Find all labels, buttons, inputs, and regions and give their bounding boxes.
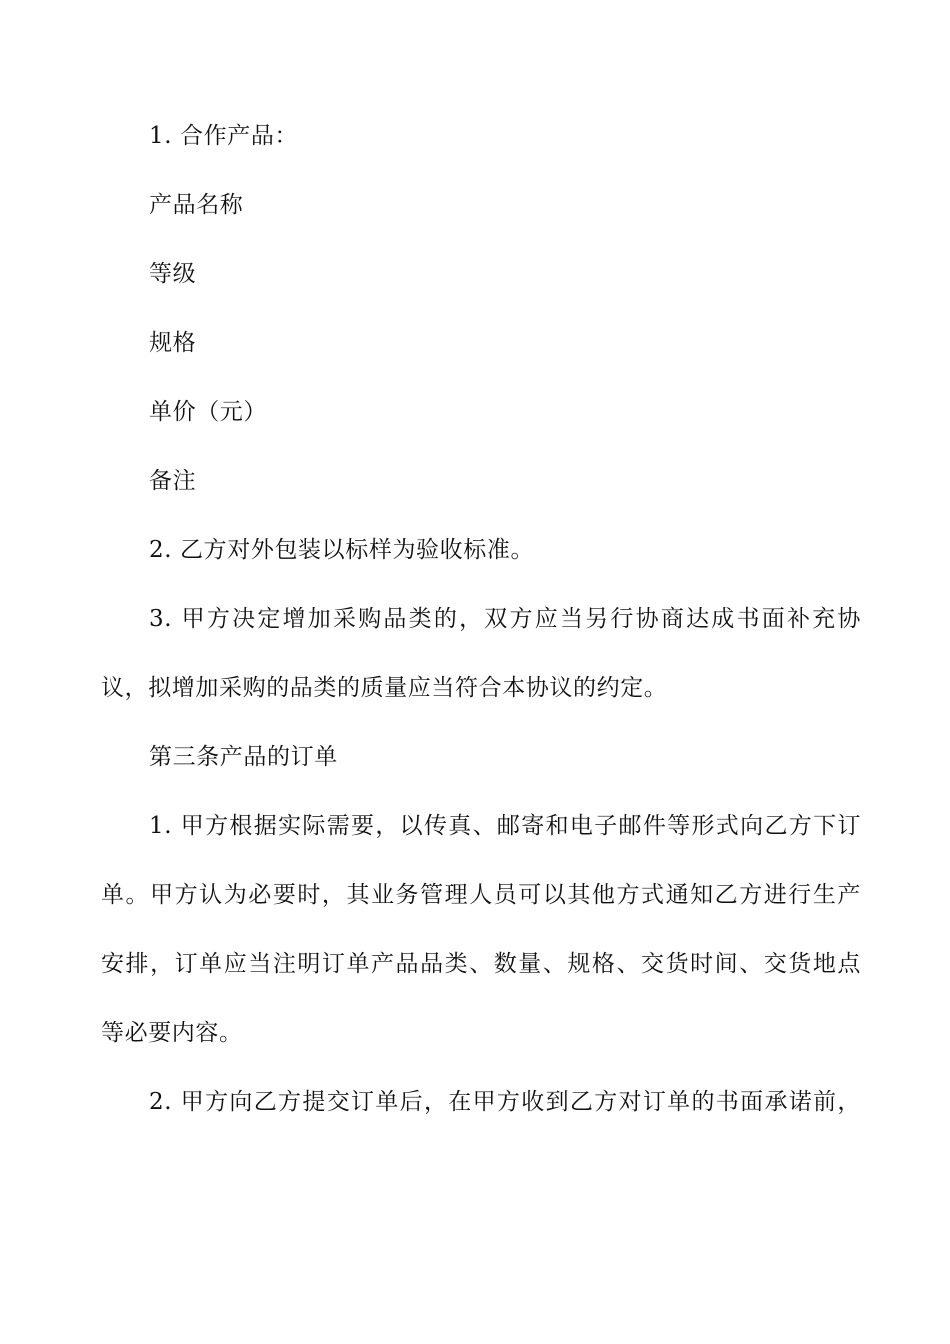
order-clause-1-line-1: 1. 甲方根据实际需要，以传真、邮寄和电子邮件等形式向乙方下订 (149, 813, 861, 839)
unit-price-label: 单价（元） (149, 399, 267, 425)
clause-2-text: 2. 乙方对外包装以标样为验收标准。 (149, 537, 535, 563)
clause-3-text-line-2: 议，拟增加采购的品类的质量应当符合本协议的约定。 (101, 675, 668, 701)
clause-3-text-line-1: 3. 甲方决定增加采购品类的，双方应当另行协商达成书面补充协 (149, 606, 861, 632)
product-name-label: 产品名称 (149, 192, 244, 218)
remarks-label: 备注 (149, 468, 197, 494)
article-3-heading: 第三条产品的订单 (149, 744, 338, 770)
clause-1-heading: 1. 合作产品： (149, 123, 299, 149)
order-clause-1-line-3: 安排，订单应当注明订单产品品类、数量、规格、交货时间、交货地点 (101, 951, 861, 977)
specification-label: 规格 (149, 330, 197, 356)
order-clause-1-line-2: 单。甲方认为必要时，其业务管理人员可以其他方式通知乙方进行生产 (101, 882, 861, 908)
grade-label: 等级 (149, 261, 197, 287)
order-clause-2-line-1: 2. 甲方向乙方提交订单后，在甲方收到乙方对订单的书面承诺前， (149, 1089, 861, 1115)
order-clause-1-line-4: 等必要内容。 (101, 1020, 243, 1046)
